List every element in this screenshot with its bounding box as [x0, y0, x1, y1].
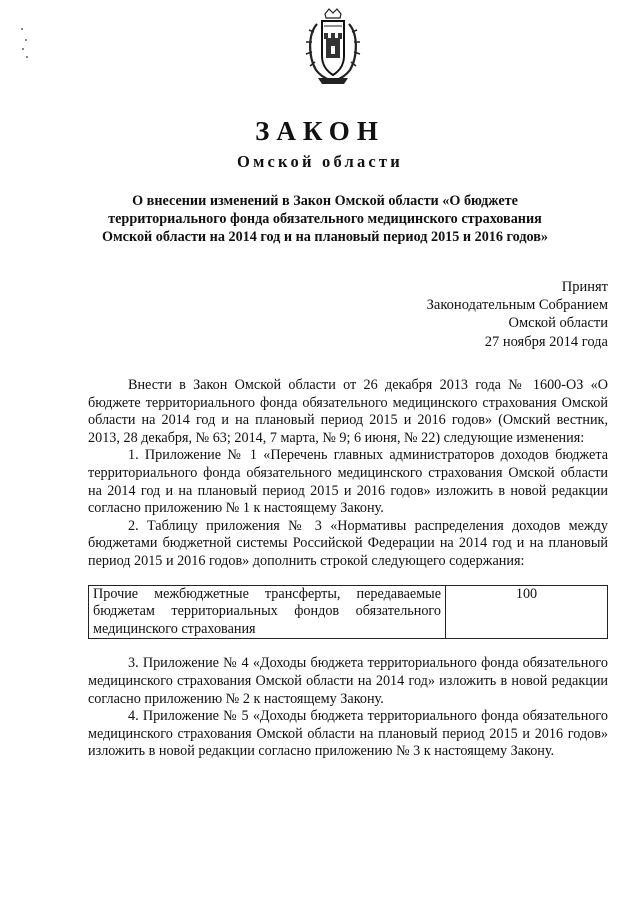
item-3-paragraph: 3. Приложение № 4 «Доходы бюджета территориального фонда обязательного медицинского страхования Омской области на 2014 год» изложить в новой редакции согласно приложению № 2 к настоящему Закону.: [88, 655, 608, 707]
table-cell-value: 100: [446, 585, 608, 639]
adopted-by: Законодательным Собранием: [426, 297, 608, 314]
intro-paragraph: Внести в Закон Омской области от 26 декабря 2013 года № 1600-ОЗ «О бюджете территориального фонда обязательного медицинского страхования Омской области на 2014 год и на плановый период 2015 и 2016 годов» (Омский вестник, 2013, 28 декабря, № 63; 2014, 7 марта, № 9; 6 июня, № 22) следующие изменения:: [88, 377, 608, 446]
coat-of-arms-emblem: [304, 8, 362, 86]
margin-marks: [18, 26, 32, 60]
added-table-row: [88, 585, 608, 640]
document-title: ЗАКОН: [255, 116, 385, 146]
table-cell-name: Прочие межбюджетные трансферты, передаваемые бюджетам территориальных фондов обязательного медицинского страхования: [89, 585, 446, 639]
law-heading: О внесении изменений в Закон Омской области «О бюджете территориального фонда обязательного медицинского страхования Омской области на 2014 год и на плановый период 2015 и 2016 годов»: [101, 193, 548, 245]
table-row: [89, 585, 608, 639]
item-4-paragraph: 4. Приложение № 5 «Доходы бюджета территориального фонда обязательного медицинского страхования Омской области на плановый период 2015 и 2016 годов» изложить в новой редакции согласно приложению № 3 к настоящему Закону.: [88, 708, 608, 760]
adopted-date: 27 ноября 2014 года: [484, 333, 608, 350]
document-subtitle: Омской области: [237, 152, 403, 171]
adopted-label: Принят: [561, 279, 608, 295]
item-1-paragraph: 1. Приложение № 1 «Перечень главных администраторов доходов бюджета территориального фонда обязательного медицинского страхования Омской области на 2014 год и на плановый период 2015 и 2016 годов» изложить в новой редакции согласно приложению № 1 к настоящему Закону.: [88, 447, 608, 517]
law-body: [88, 377, 608, 761]
adoption-block: [427, 278, 608, 351]
item-2-paragraph: 2. Таблицу приложения № 3 «Нормативы распределения доходов между бюджетами бюджетной системы Российской Федерации на 2014 год и на плановый период 2015 и 2016 годов» дополнить строкой следующего содержания:: [88, 517, 608, 569]
adopted-region: Омской области: [508, 315, 608, 332]
